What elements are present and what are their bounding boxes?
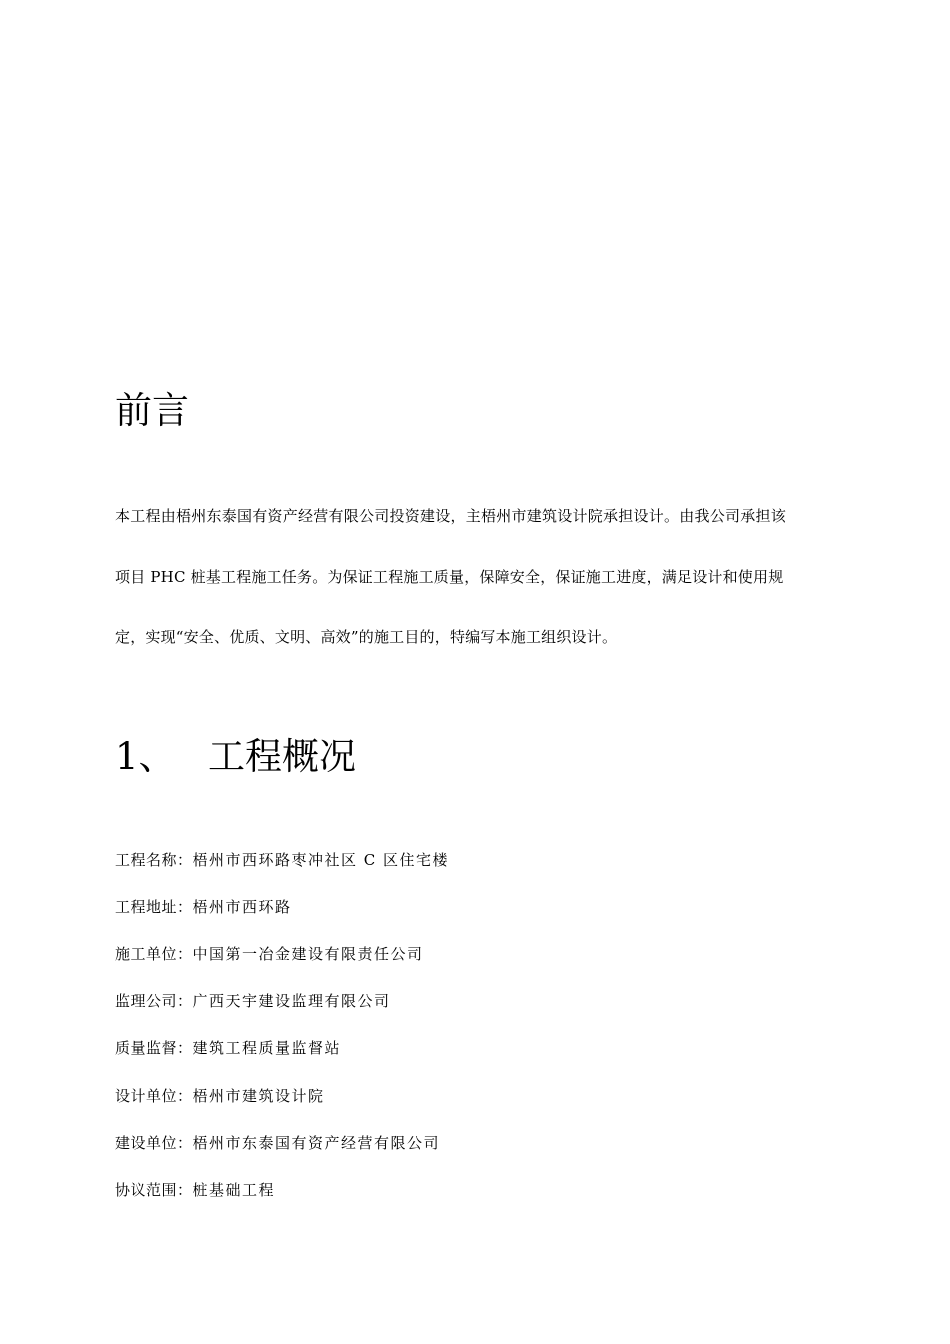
info-row-quality-supervision	[115, 1037, 341, 1059]
info-value: 梧州市西环路	[192, 898, 292, 916]
info-row-supervision-company	[115, 990, 391, 1012]
section-number: 1、	[115, 735, 176, 778]
preface-paragraph-line: 本工程由梧州东泰国有资产经营有限公司投资建设，主梧州市建筑设计院承担设计。由我公司承担该	[115, 507, 787, 525]
info-row-project-address	[115, 896, 292, 918]
info-label: 建设单位：	[115, 1134, 193, 1152]
info-label: 质量监督：	[115, 1039, 193, 1057]
info-row-agreement-scope	[115, 1179, 275, 1201]
info-label: 协议范围：	[115, 1181, 193, 1199]
info-value: 建筑工程质量监督站	[192, 1039, 342, 1057]
info-value: 梧州市西环路枣冲社区 C 区住宅楼	[192, 851, 450, 869]
info-value: 梧州市东泰国有资产经营有限公司	[192, 1134, 441, 1152]
preface-paragraph-line: 定，实现“安全、优质、文明、高效”的施工目的，特编写本施工组织设计。	[115, 628, 618, 646]
info-label: 施工单位：	[115, 945, 193, 963]
preface-paragraph-line: 项目 PHC 桩基工程施工任务。为保证工程施工质量，保障安全，保证施工进度，满足设计和使用规	[115, 568, 784, 586]
section-title: 工程概况	[208, 735, 356, 778]
info-label: 设计单位：	[115, 1087, 193, 1105]
info-value: 桩基础工程	[192, 1181, 276, 1199]
info-label: 工程名称：	[115, 851, 193, 869]
info-value: 中国第一冶金建设有限责任公司	[192, 945, 424, 963]
info-row-owner-unit	[115, 1132, 440, 1154]
info-label: 监理公司：	[115, 992, 193, 1010]
info-row-design-unit	[115, 1085, 325, 1107]
info-row-project-name	[115, 849, 449, 871]
info-value: 广西天宇建设监理有限公司	[192, 992, 391, 1010]
info-value: 梧州市建筑设计院	[192, 1087, 325, 1105]
info-row-construction-unit	[115, 943, 424, 965]
preface-heading: 前言	[115, 389, 189, 432]
info-label: 工程地址：	[115, 898, 193, 916]
